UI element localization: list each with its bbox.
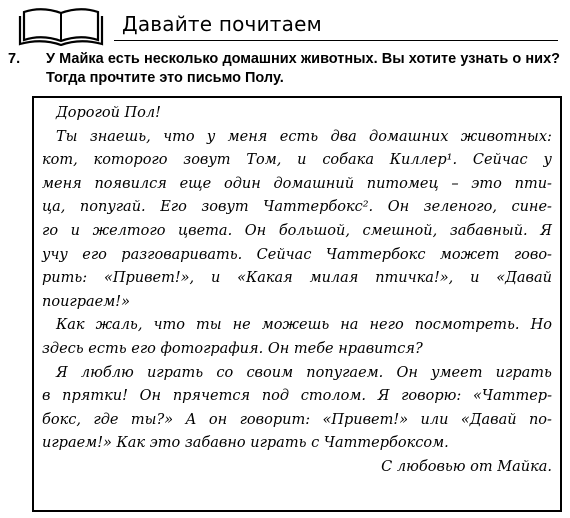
letter-word: где	[93, 411, 119, 428]
letter-word: один	[223, 175, 261, 192]
letter-word: ты?»	[130, 411, 174, 428]
letter-word: это	[471, 175, 502, 192]
letter-word: можешь	[261, 317, 330, 334]
letter-line	[42, 409, 552, 433]
letter-word: питомец	[366, 175, 439, 192]
letter-word: рить:	[42, 270, 88, 287]
open-book-icon	[18, 4, 104, 46]
letter-word: прячется	[172, 388, 251, 405]
letter-word: со	[216, 364, 234, 381]
task-number: 7.	[8, 51, 21, 67]
letter-word: «Привет!»,	[103, 270, 195, 287]
letter-line: поиграем!»	[42, 293, 130, 310]
letter-word: Сейчас	[472, 152, 528, 169]
letter-word: меня	[42, 175, 82, 192]
letter-word: Чаттербокс	[325, 246, 426, 263]
letter-word: говорит:	[239, 411, 311, 428]
letter-word: Я	[377, 388, 390, 405]
letter-word: него	[369, 317, 404, 334]
letter-word: по-	[528, 411, 552, 428]
letter-word: бокс,	[42, 411, 81, 428]
letter-word: кот,	[42, 152, 78, 169]
letter-line: играем!» Как это забавно играть с Чаттербоксом.	[42, 435, 449, 452]
letter-word: смешной,	[362, 222, 438, 239]
letter-word: которого	[93, 152, 168, 169]
letter-line	[42, 362, 552, 386]
letter-word: под	[261, 388, 290, 405]
letter-word: «Привет!»	[322, 411, 409, 428]
letter-word: Чаттербокс².	[263, 199, 374, 216]
letter-line	[42, 385, 552, 409]
letter-word: Как	[56, 317, 85, 334]
letter-word: ты	[196, 317, 222, 334]
letter-word: ца,	[42, 199, 66, 216]
letter-word: «Давай	[496, 270, 552, 287]
letter-word: в	[42, 388, 51, 405]
letter-word: столом.	[300, 388, 366, 405]
letter-word: играть	[146, 364, 204, 381]
letter-word: и	[470, 270, 480, 287]
letter-line	[42, 173, 552, 197]
letter-word: учу	[42, 246, 68, 263]
letter-word: цвета.	[178, 222, 233, 239]
letter-word: посмотреть.	[414, 317, 520, 334]
letter-body	[42, 102, 552, 480]
letter-word: сине-	[511, 199, 552, 216]
letter-word: забавный.	[449, 222, 528, 239]
letter-word: у	[543, 152, 552, 169]
letter-word: или	[420, 411, 449, 428]
letter-word: «Чаттер-	[472, 388, 552, 405]
letter-word: может	[439, 246, 500, 263]
letter-word: зовут	[201, 199, 249, 216]
letter-word: люблю	[80, 364, 134, 381]
letter-word: Он	[139, 388, 162, 405]
letter-line	[42, 149, 552, 173]
letter-word: меня	[227, 128, 268, 145]
letter-word: играть	[495, 364, 552, 381]
letter-word: Его	[160, 199, 187, 216]
letter-line: здесь есть его фотография. Он тебе нравится?	[42, 340, 423, 357]
letter-line	[42, 314, 552, 338]
letter-word: Он	[387, 199, 410, 216]
letter-word: знаешь,	[89, 128, 151, 145]
letter-word: Но	[530, 317, 552, 334]
letter-word: Я	[56, 364, 68, 381]
letter-greeting: Дорогой Пол!	[56, 105, 161, 121]
letter-box	[32, 96, 562, 512]
letter-word: говорю:	[401, 388, 462, 405]
letter-word: собака	[322, 152, 374, 169]
letter-word: жаль,	[95, 317, 143, 334]
letter-word: есть	[279, 128, 319, 145]
letter-word: «Давай	[460, 411, 517, 428]
letter-word: еще	[179, 175, 212, 192]
letter-word: Он	[244, 222, 267, 239]
letter-word: зовут	[183, 152, 231, 169]
letter-word: птичка!»,	[375, 270, 454, 287]
letter-line	[42, 267, 552, 291]
letter-word: Сейчас	[256, 246, 312, 263]
letter-word: умеет	[431, 364, 483, 381]
letter-word: что	[153, 317, 185, 334]
letter-word: пти-	[514, 175, 552, 192]
letter-word: милая	[309, 270, 359, 287]
letter-word: попугай.	[79, 199, 146, 216]
letter-line	[42, 244, 552, 268]
letter-word: и	[297, 152, 307, 169]
letter-word: домашний	[273, 175, 355, 192]
task-text: У Майка есть несколько домашних животных. Вы хотите узнать о них? Тогда прочтите это письмо Полу.	[46, 51, 560, 86]
letter-word: зеленого,	[423, 199, 497, 216]
section-title: Давайте почитаем	[122, 12, 322, 36]
letter-word: два	[330, 128, 357, 145]
letter-word: Я	[540, 222, 552, 239]
letter-word: го	[42, 222, 59, 239]
letter-word: он	[208, 411, 228, 428]
letter-word: А	[185, 411, 197, 428]
letter-word: и	[210, 270, 221, 287]
letter-line	[42, 126, 552, 150]
letter-word: Ты	[56, 128, 78, 145]
letter-word: попугаем.	[306, 364, 384, 381]
letter-word: Том,	[246, 152, 282, 169]
letter-word: большой,	[278, 222, 350, 239]
header-underline	[114, 40, 558, 41]
letter-word: его	[82, 246, 107, 263]
section-header	[18, 4, 558, 46]
letter-line	[42, 196, 552, 220]
letter-word: появился	[94, 175, 167, 192]
letter-word: у	[206, 128, 216, 145]
letter-word: «Какая	[237, 270, 293, 287]
letter-word: гово-	[513, 246, 552, 263]
letter-word: и	[70, 222, 80, 239]
letter-word: разговаривать.	[121, 246, 243, 263]
letter-word: Киллер¹.	[389, 152, 458, 169]
letter-word: Он	[396, 364, 418, 381]
letter-word: домашних	[369, 128, 449, 145]
letter-signature: С любовью от Майка.	[381, 458, 552, 475]
letter-word: желтого	[92, 222, 166, 239]
letter-word: прятки!	[62, 388, 128, 405]
letter-word: не	[232, 317, 251, 334]
letter-word: на	[340, 317, 359, 334]
letter-word: животных:	[460, 128, 552, 145]
letter-line	[42, 220, 552, 244]
letter-word: что	[163, 128, 195, 145]
letter-word: –	[451, 175, 459, 192]
letter-word: своим	[246, 364, 294, 381]
